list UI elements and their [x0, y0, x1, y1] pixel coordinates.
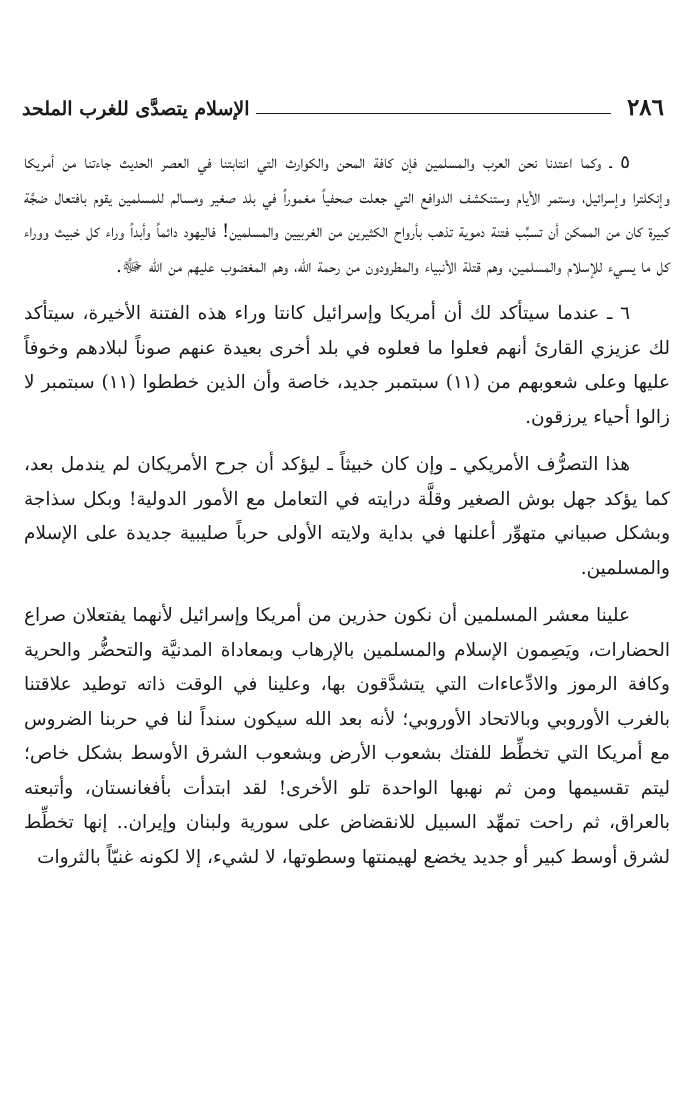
page-number: ٢٨٦ — [626, 94, 664, 121]
running-title: الإسلام يتصدَّى للغرب الملحد — [22, 98, 250, 120]
header-rule — [256, 113, 611, 114]
paragraph-point-5: ٥ ـ وكما اعتدنا نحن العرب والمسلمين فإن كافة المحن والكوارث التي انتابتنا في العصر الحديث جاءتنا من أمريكا وإنكلترا وإسرائيل، وستمر الأيام وستنكشف الدوافع التي جعلت صحفياً مغموراً في بلد صغير ومسالم للمسلمين يقوم بافتعال ضجَّة كبيرة كان من الممكن أن تسبِّب فتنة دموية تذهب بأرواح الكثيرين من الغربيين والمسلمين! فاليهود دائماً وأبداً وراء كل خبيث ووراء كل ما يسيء للإسلام والمسلمين، وهم قتلة الأنبياء والمطرودون من رحمة الله، وهم المغضوب عليهم من الله ﷻ. — [24, 152, 670, 277]
paragraph-point-6: ٦ ـ عندما سيتأكد لك أن أمريكا وإسرائيل كانتا وراء هذه الفتنة الأخيرة، سيتأكد لك عزيزي القارئ أنهم فعلوا ما فعلوه في بلد أخرى بعيدة عنهم صوناً لبلادهم وخوفاً عليها وعلى شعوبهم من (١١) سبتمبر جديد، خاصة وأن الذين خططوا (١١) سبتمبر لا زالوا أحياء يرزقون. — [24, 303, 670, 428]
page-body — [24, 146, 670, 888]
paragraph-muslims-caution: علينا معشر المسلمين أن نكون حذرين من أمريكا وإسرائيل لأنهما يفتعلان صراع الحضارات، ويَصِمون الإسلام والمسلمين بالإرهاب وبمعاداة المدنيَّة والتحضُّر والحرية وكافة الرموز والادِّعاءات التي يتشدَّقون بها، وعلينا في الوقت ذاته توطيد علاقتنا بالغرب الأوروبي وبالاتحاد الأوروبي؛ لأنه بعد الله سيكون سنداً لنا في حربنا الضروس مع أمريكا التي تخطِّط للفتك بشعوب الأرض وبشعوب الشرق الأوسط بشكل خاص؛ ليتم تقسيمها ومن ثم نهبها الواحدة تلو الأخرى! لقد ابتدأت بأفغانستان، وأتبعته بالعراق، ثم راحت تمهِّد السبيل للانقضاض على سورية ولبنان وإيران.. إنها تخطِّط لشرق أوسط كبير أو جديد يخضع لهيمنتها وسطوتها، لا لشيء، إلا لكونه غنيّاً بالثروات — [24, 605, 670, 868]
paragraph-american-behavior: هذا التصرُّف الأمريكي ـ وإن كان خبيثاً ـ ليؤكد أن جرح الأمريكان لم يندمل بعد، كما يؤكد جهل بوش الصغير وقلَّة درايته في التعامل مع الأمور الدولية! وبكل سذاجة وبشكل صبياني متهوِّر أعلنها في بداية ولايته الأولى حرباً صليبية جديدة على الإسلام والمسلمين. — [24, 454, 670, 579]
page-header — [22, 86, 664, 122]
